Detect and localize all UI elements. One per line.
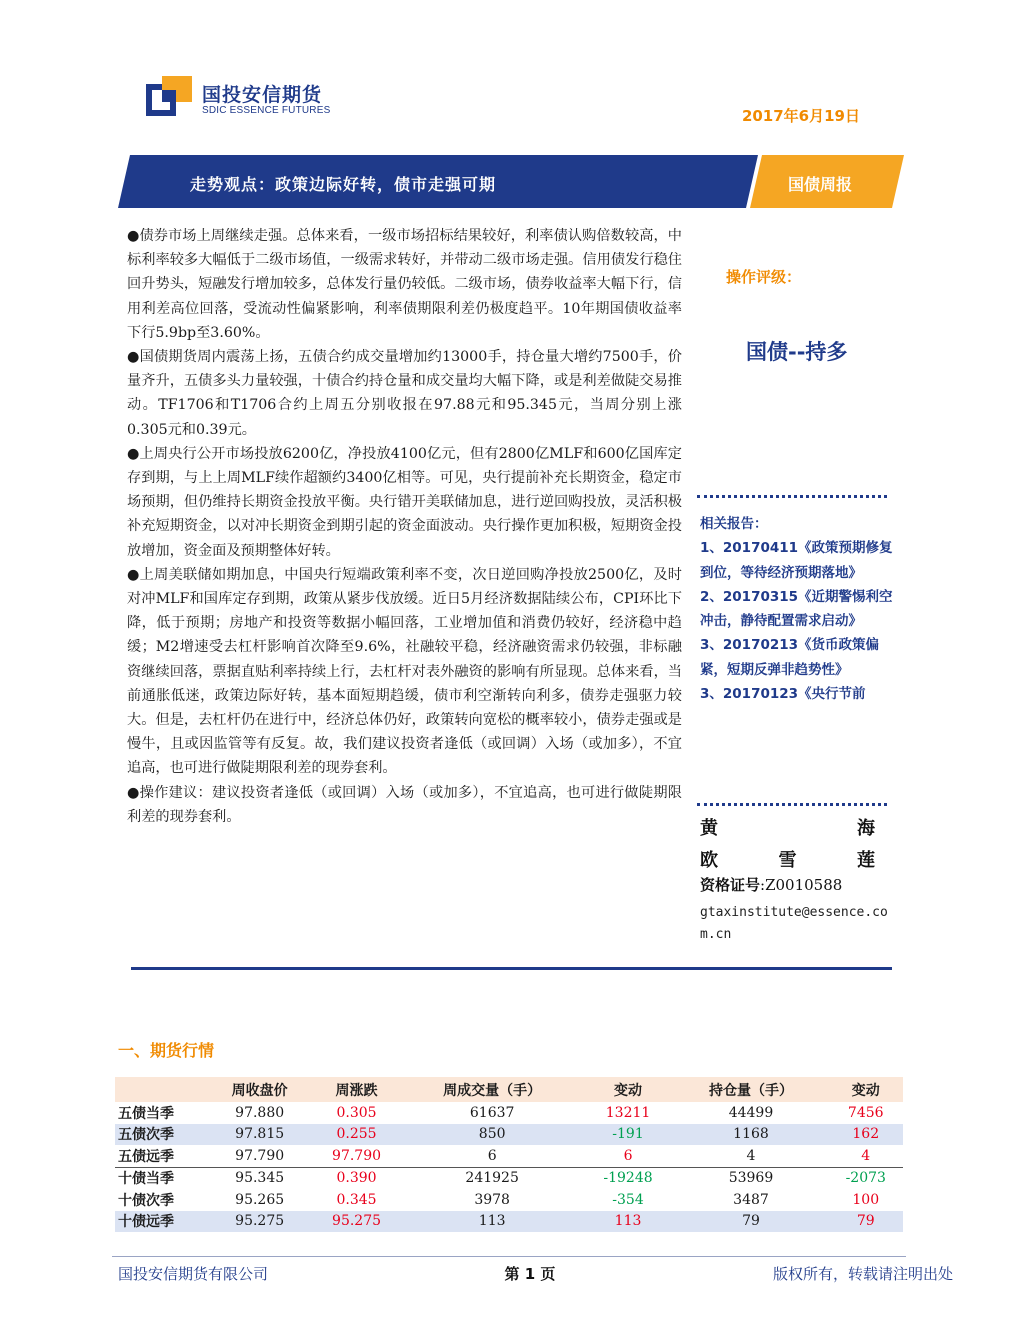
company-logo-english: SDIC ESSENCE FUTURES [202,105,331,116]
dotted-divider [697,495,887,498]
rating-value: 国债--持多 [746,340,848,364]
footer-copyright: 版权所有，转载请注明出处 [772,1265,953,1283]
table-row: 五债次季 97.815 0.255 850 -191 1168 162 [115,1124,903,1146]
dotted-divider [697,803,887,806]
table-header-row [115,1077,903,1102]
banner-title: 走势观点：政策边际好转，债市走强可期 [190,175,497,194]
futures-table [115,1077,903,1232]
company-logo-mark [146,76,192,116]
analyst-name: 黄 海 [700,818,875,839]
page-number: 第 1 页 [504,1265,556,1283]
table-row: 十债次季 95.265 0.345 3978 -354 3487 100 [118,1191,880,1209]
body-paragraph: ●国债期货周内震荡上扬，五债合约成交量增加约13000手，持仓量大增约7500手，价量齐升，五债多头力量较强，十债合约持仓量和成交量均大幅下降，或是利差做陡交易推动。TF1706和T1706合约上周五分别收报在97.88元和95.345元，当周分别上涨0.305元和0.39元。 [127,349,682,438]
table-row: 五债当季 97.880 0.305 61637 13211 44499 7456 [118,1104,884,1122]
table-row: 五债远季 97.790 97.790 6 6 4 4 [115,1145,903,1167]
table-row: 十债当季 95.345 0.390 241925 -19248 53969 -2073 [118,1170,886,1188]
contact-email[interactable]: gtaxinstitute@essence.com.cn [700,905,888,942]
analyst-name: 欧 雪 莲 [700,850,875,871]
related-report-link[interactable]: 2、20170315《近期警惕利空冲击，静待配置需求启动》 [700,588,893,630]
report-date: 2017年6月19日 [741,107,860,125]
column-header: 持仓量（手） [673,1077,828,1102]
rating-label: 操作评级： [726,268,802,286]
report-type-tag: 国债周报 [787,175,852,194]
section-title: 一、期货行情 [118,1041,215,1060]
qualification-number: 资格证号:Z0010588 [700,876,843,894]
related-reports [700,512,895,706]
column-header: 变动 [583,1077,674,1102]
report-body [127,224,682,829]
section-divider [131,967,892,970]
body-paragraph: ●上周美联储如期加息，中国央行短端政策利率不变，次日逆回购净投放2500亿，及时对冲MLF和国库定存到期，政策从紧步伐放缓。近日5月经济数据陆续公布，CPI环比下降，低于预期；房地产和投资等数据小幅回落，工业增加值和消费仍较好，经济稳中趋缓；M2增速受去杠杆影响首次降至9.6%，社融较平稳，经济融资需求仍较强，非标融资继续回落，票据直贴利率持续上行，去杠杆对表外融资的影响有所显现。总体来看，当前通胀低迷，政策边际好转，基本面短期趋缓，债市利空渐转向利多，债券走强驱力较大。但是，去杠杆仍在进行中，经济总体仍好，政策转向宽松的概率较小，债券走强或是慢牛，且或因监管等有反复。故，我们建议投资者逢低（或回调）入场（或加多），不宜追高，也可进行做陡期限利差的现券套利。 [127,566,682,777]
body-paragraph: ●债券市场上周继续走强。总体来看，一级市场招标结果较好，利率债认购倍数较高，中标利率较多大幅低于二级市场值，一级需求转好，并带动二级市场走强。信用债发行稳住回升势头，短融发行增加较多，总体发行量仍较低。二级市场，债券收益率大幅下行，信用利差高位回落，受流动性偏紧影响，利率债期限利差仍极度趋平。10年期国债收益率下行5.9bp至3.60%。 [127,228,682,341]
related-report-link[interactable]: 3、20170123《央行节前 [700,686,866,703]
column-header: 变动 [828,1077,903,1102]
column-header: 周成交量（手） [402,1077,583,1102]
body-paragraph: ●上周央行公开市场投放6200亿，净投放4100亿元，但有2800亿MLF和600亿国库定存到期，与上上周MLF续作超额约3400亿相等。可见，央行提前补充长期资金，稳定市场预期，但仍维持长期资金投放平衡。央行错开美联储加息，进行逆回购投放，灵活积极补充短期资金，以对冲长期资金到期引起的资金面波动。央行操作更加积极，短期资金投放增加，资金面及预期整体好转。 [127,445,682,559]
column-header: 周涨跌 [311,1077,401,1102]
related-report-link[interactable]: 3、20170213《货币政策偏紧，短期反弹非趋势性》 [700,637,880,678]
column-header: 周收盘价 [208,1077,311,1102]
column-header [115,1077,208,1102]
related-title: 相关报告： [700,516,768,532]
table-row: 十债远季 95.275 95.275 113 113 79 79 [115,1211,903,1233]
body-paragraph: ●操作建议：建议投资者逢低（或回调）入场（或加多），不宜追高，也可进行做陡期限利差的现券套利。 [127,784,682,825]
footer-company: 国投安信期货有限公司 [118,1265,269,1283]
footer-divider [112,1256,906,1257]
company-logo-text: 国投安信期货 [202,84,323,106]
related-report-link[interactable]: 1、20170411《政策预期修复到位，等待经济预期落地》 [700,540,893,581]
